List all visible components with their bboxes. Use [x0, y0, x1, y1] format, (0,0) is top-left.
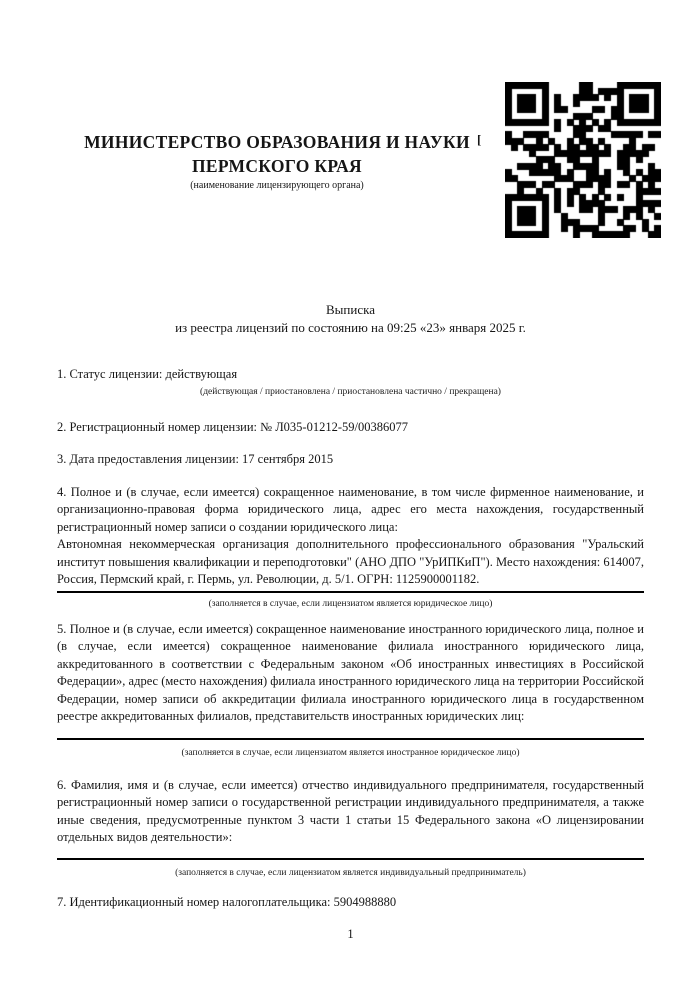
item-1	[57, 366, 644, 398]
ministry-header-caption: (наименование лицензирующего органа)	[190, 180, 364, 191]
item-7	[57, 894, 644, 911]
item-1-text: 1. Статус лицензии: действующая	[57, 367, 238, 381]
item-7-text: 7. Идентификационный номер налогоплательщика: 5904988880	[57, 895, 397, 909]
page-number: 1	[347, 927, 354, 941]
item-6	[57, 777, 644, 879]
item-6-text: 6. Фамилия, имя и (в случае, если имеется) отчество индивидуального предпринимателя, государственный регистрационный номер записи о государственной регистрации индивидуального предпринимателя, а также иные сведения, предусмотренные пунктом 3 части 1 статьи 15 Федерального закона «О лицензировании отдельных видов деятельности»:	[57, 778, 644, 845]
doc-title-line1: Выписка	[326, 302, 375, 317]
item-6-underline	[57, 858, 644, 860]
item-2-text: 2. Регистрационный номер лицензии: № Л035-01212-59/00386077	[57, 420, 408, 434]
item-4-caption: (заполняется в случае, если лицензиатом является юридическое лицо)	[208, 599, 493, 610]
item-3-text: 3. Дата предоставления лицензии: 17 сентября 2015	[57, 452, 334, 466]
item-4-underline	[57, 591, 644, 593]
item-6-caption: (заполняется в случае, если лицензиатом является индивидуальный предприниматель)	[175, 867, 526, 878]
scan-artifact-mark: [	[477, 132, 482, 147]
doc-title-line2: из реестра лицензий по состоянию на 09:25 «23» января 2025 г.	[175, 320, 526, 335]
item-1-caption: (действующая / приостановлена / приостановлена частично / прекращена)	[200, 387, 501, 398]
item-2	[57, 419, 644, 436]
item-4-value: Автономная некоммерческая организация дополнительного профессионального образования "Уральский институт повышения квалификации и переподготовки" (АНО ДПО "УрИПКиП"). Место нахождения: 614007, Россия, Пермский край, г. Пермь, ул. Революции, д. 5/1. ОГРН: 1125900001182.	[57, 537, 644, 587]
item-4-text: 4. Полное и (в случае, если имеется) сокращенное наименование, в том числе фирменное наименование, и организационно-правовая форма юридического лица, адрес его места нахождения, государственный регистрационный номер записи о создании юридического лица:	[57, 485, 644, 534]
qr-code-icon	[505, 82, 661, 238]
item-5-text: 5. Полное и (в случае, если имеется) сокращенное наименование иностранного юридического лица, полное и (в случае, если имеется) сокращенное наименование филиала иностранного юридического лица, аккредитованного в соответствии с Федеральным законом «Об иностранных инвестициях в Российской Федерации», адрес (место нахождения) филиала иностранного юридического лица на территории Российской Федерации, номер записи об аккредитации филиала иностранного юридического лица в государственном реестре аккредитованных филиалов, представительств иностранных юридических лиц:	[57, 622, 644, 724]
item-3	[57, 451, 644, 468]
ministry-name-line1: МИНИСТЕРСТВО ОБРАЗОВАНИЯ И НАУКИ	[84, 132, 470, 152]
item-4	[57, 484, 644, 610]
item-5-underline	[57, 738, 644, 740]
ministry-name-line2: ПЕРМСКОГО КРАЯ	[192, 156, 362, 176]
item-5-caption: (заполняется в случае, если лицензиатом является иностранное юридическое лицо)	[181, 748, 520, 759]
ministry-header	[57, 130, 497, 192]
doc-title	[57, 301, 644, 337]
item-5	[57, 621, 644, 759]
